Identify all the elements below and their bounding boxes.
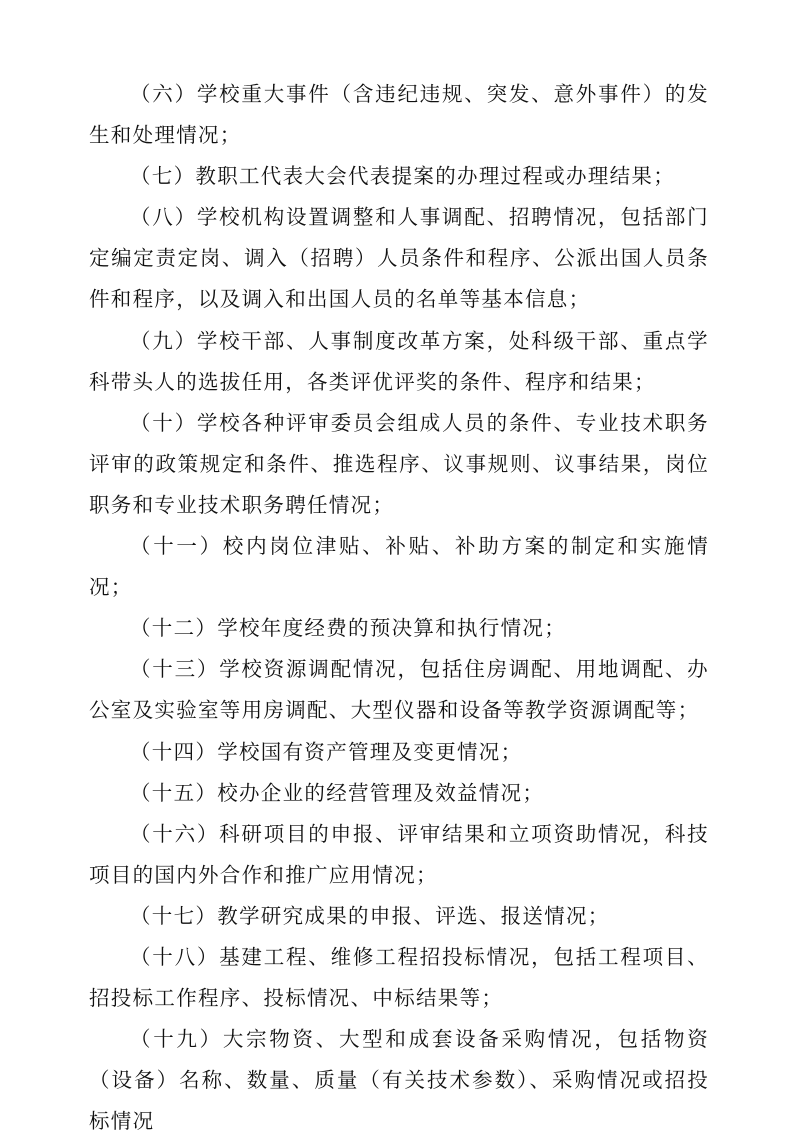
paragraph-item-14: （十四）学校国有资产管理及变更情况； — [130, 739, 523, 764]
paragraph-item-10: （十）学校各种评审委员会组成人员的条件、专业技术职务评审的政策规定和条件、推选程序、议事规则、议事结果，岗位职务和专业技术职务聘任情况； — [89, 410, 709, 517]
paragraph-item-16: （十六）科研项目的申报、评审结果和立项资助情况，科技项目的国内外合作和推广应用情况； — [89, 821, 709, 887]
paragraph-item-7: （七）教职工代表大会代表提案的办理过程或办理结果； — [130, 164, 675, 189]
paragraph-item-11: （十一）校内岗位津贴、补贴、补助方案的制定和实施情况； — [89, 534, 709, 600]
paragraph-item-9: （九）学校干部、人事制度改革方案，处科级干部、重点学科带头人的选拔任用，各类评优评奖的条件、程序和结果； — [89, 328, 709, 394]
paragraph-item-8: （八）学校机构设置调整和人事调配、招聘情况，包括部门定编定责定岗、调入（招聘）人员条件和程序、公派出国人员条件和程序，以及调入和出国人员的名单等基本信息； — [89, 205, 709, 312]
paragraph-item-13: （十三）学校资源调配情况，包括住房调配、用地调配、办公室及实验室等用房调配、大型仪器和设备等教学资源调配等； — [89, 657, 709, 723]
document-body — [89, 74, 709, 1142]
paragraph-item-19: （十九）大宗物资、大型和成套设备采购情况，包括物资（设备）名称、数量、质量（有关技术参数）、采购情况或招投标情况 — [89, 1027, 709, 1134]
paragraph-item-12: （十二）学校年度经费的预决算和执行情况； — [130, 616, 566, 641]
paragraph-item-17: （十七）教学研究成果的申报、评选、报送情况； — [130, 903, 610, 928]
paragraph-item-6: （六）学校重大事件（含违纪违规、突发、意外事件）的发生和处理情况； — [89, 82, 709, 148]
paragraph-item-15: （十五）校办企业的经营管理及效益情况； — [130, 780, 545, 805]
paragraph-item-18: （十八）基建工程、维修工程招投标情况，包括工程项目、招投标工作程序、投标情况、中标结果等； — [89, 944, 709, 1011]
